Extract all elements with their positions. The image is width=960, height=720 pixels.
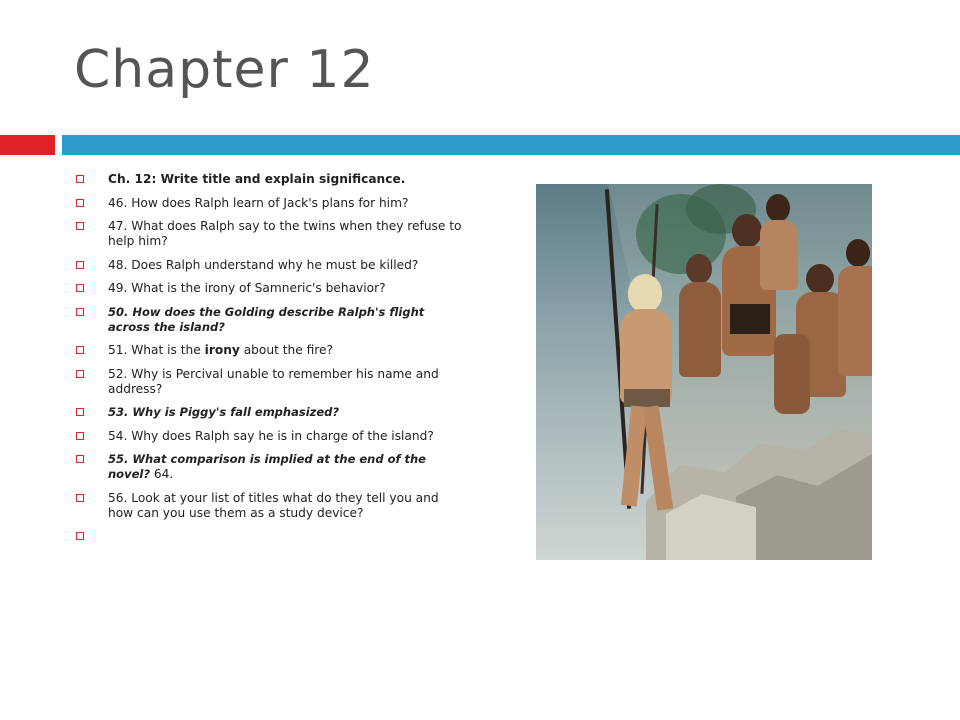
list-item-text: 50. How does the Golding describe Ralph's flight across the island? [108, 304, 425, 334]
square-bullet-icon [76, 532, 84, 540]
list-item-text: 52. Why is Percival unable to remember his name and address? [108, 366, 439, 396]
list-item-text: 49. What is the irony of Samneric's behavior? [108, 281, 386, 295]
list-item-text-after: about the fire? [239, 343, 334, 357]
slide-title: Chapter 12 [74, 40, 375, 100]
square-bullet-icon [76, 370, 84, 378]
list-item-emphasis: irony [204, 343, 240, 357]
square-bullet-icon [76, 494, 84, 502]
square-bullet-icon [76, 284, 84, 292]
list-item-text: 48. Does Ralph understand why he must be killed? [108, 257, 419, 272]
square-bullet-icon [76, 261, 84, 269]
list-item-text: 46. How does Ralph learn of Jack's plans for him? [108, 195, 409, 210]
square-bullet-icon [76, 175, 84, 183]
square-bullet-icon [76, 346, 84, 354]
square-bullet-icon [76, 432, 84, 440]
accent-bar-blue [62, 135, 960, 155]
square-bullet-icon [76, 308, 84, 316]
list-item-text: 56. Look at your list of titles what do they tell you and how can you use them as a study device? [108, 490, 439, 520]
list-item-text: 53. Why is Piggy's fall emphasized? [108, 405, 340, 419]
list-item [76, 219, 466, 249]
list-item-text-before: 51. What is the [108, 343, 205, 357]
list-item [76, 367, 466, 397]
list-item-text: 47. What does Ralph say to the twins when they refuse to help him? [108, 219, 462, 248]
accent-bar-red [0, 135, 55, 155]
list-item-text-after: 64. [150, 467, 174, 481]
list-item [76, 196, 466, 211]
list-item-emphasis: 55. What comparison is implied at the end of the novel? [108, 452, 426, 481]
square-bullet-icon [76, 455, 84, 463]
list-item [76, 491, 466, 521]
list-item-text: 54. Why does Ralph say he is in charge of the island? [108, 428, 434, 443]
film-still-image [536, 184, 872, 560]
list-item [76, 258, 466, 273]
list-item [76, 429, 466, 444]
square-bullet-icon [76, 222, 84, 230]
list-item [76, 172, 466, 187]
list-item [76, 405, 466, 420]
list-item [76, 305, 466, 335]
list-item [76, 343, 466, 358]
square-bullet-icon [76, 408, 84, 416]
list-item-text: Ch. 12: Write title and explain significance. [108, 172, 406, 186]
square-bullet-icon [76, 199, 84, 207]
list-item [76, 281, 466, 296]
list-item [76, 452, 466, 482]
question-list [76, 172, 466, 529]
